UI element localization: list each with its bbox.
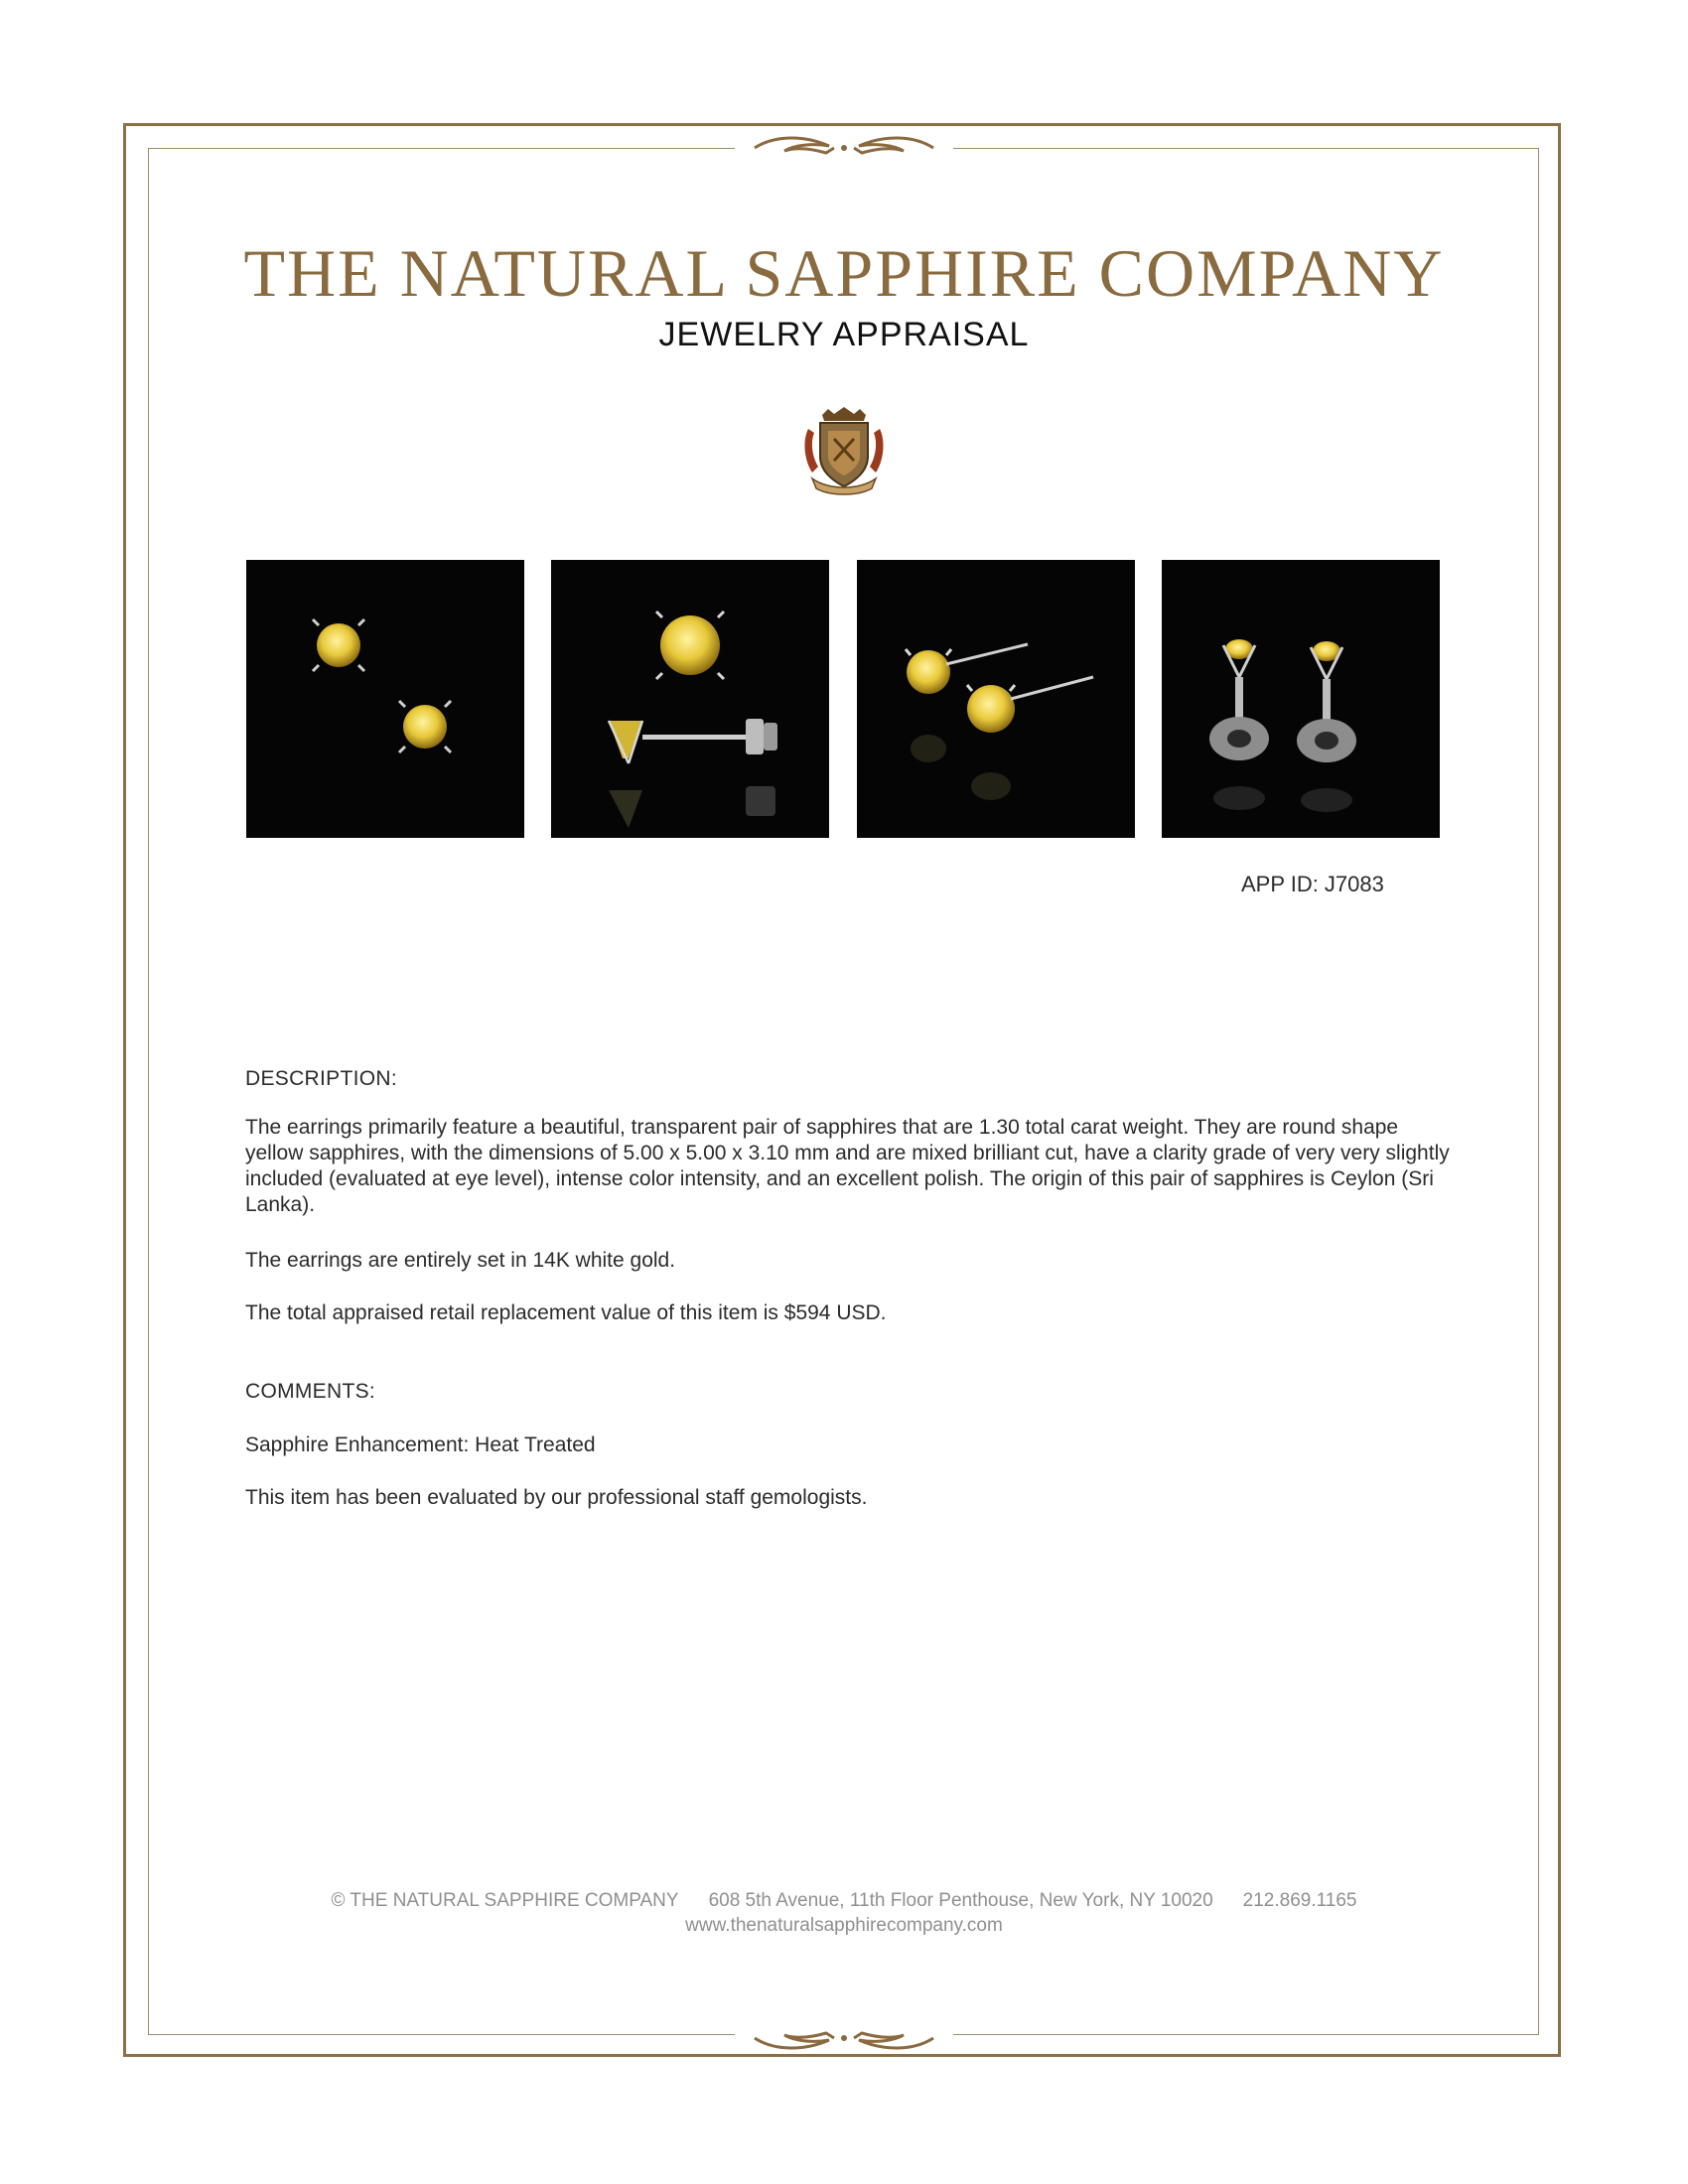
comments-heading: COMMENTS: xyxy=(245,1380,376,1403)
footer-website-link[interactable]: www.thenaturalsapphirecompany.com xyxy=(685,1915,1003,1936)
product-photo-gallery xyxy=(246,560,1439,838)
footer-contact-line xyxy=(0,1890,1688,1912)
earrings-side-view xyxy=(551,560,829,838)
description-paragraph-details: The earrings primarily feature a beautiful, transparent pair of sapphires that are 1.30 total carat weight. They are round shape yellow sapphires, with the dimensions of 5.00 x 5.00 x 3.10 mm and are mixed brilliant cut, have a clarity grade of very very slightly included (evaluated at eye level), intense color intensity, and an excellent polish. The origin of this pair of sapphires is Ceylon (Sri Lanka). xyxy=(245,1116,1450,1216)
sapphire-earrings-photo xyxy=(1162,560,1440,838)
description-paragraph-value: The total appraised retail replacement value of this item is $594 USD. xyxy=(245,1301,887,1324)
description-heading: DESCRIPTION: xyxy=(245,1067,397,1090)
earrings-angled-view xyxy=(857,560,1135,838)
earrings-front-view xyxy=(246,560,524,838)
earrings-back-view xyxy=(1162,560,1440,838)
company-name: THE NATURAL SAPPHIRE COMPANY xyxy=(243,235,1445,311)
description-paragraph-metal: The earrings are entirely set in 14K white gold. xyxy=(245,1249,676,1272)
bottom-ornament-icon xyxy=(735,2023,953,2053)
sapphire-earrings-photo xyxy=(551,560,829,838)
company-crest-icon xyxy=(798,401,890,498)
footer-copyright: © THE NATURAL SAPPHIRE COMPANY xyxy=(331,1890,679,1911)
footer-address: 608 5th Avenue, 11th Floor Penthouse, New York, NY 10020 xyxy=(708,1890,1213,1911)
app-id xyxy=(1241,872,1384,897)
comments-evaluation-note: This item has been evaluated by our professional staff gemologists. xyxy=(245,1486,868,1509)
app-id-value: J7083 xyxy=(1324,872,1384,896)
footer-phone: 212.869.1165 xyxy=(1242,1890,1357,1911)
document-title: JEWELRY APPRAISAL xyxy=(658,316,1030,353)
app-id-label: APP ID: xyxy=(1241,872,1319,896)
comments-enhancement: Sapphire Enhancement: Heat Treated xyxy=(245,1433,596,1456)
sapphire-earrings-photo xyxy=(246,560,524,838)
top-ornament-icon xyxy=(735,133,953,163)
sapphire-earrings-photo xyxy=(857,560,1135,838)
